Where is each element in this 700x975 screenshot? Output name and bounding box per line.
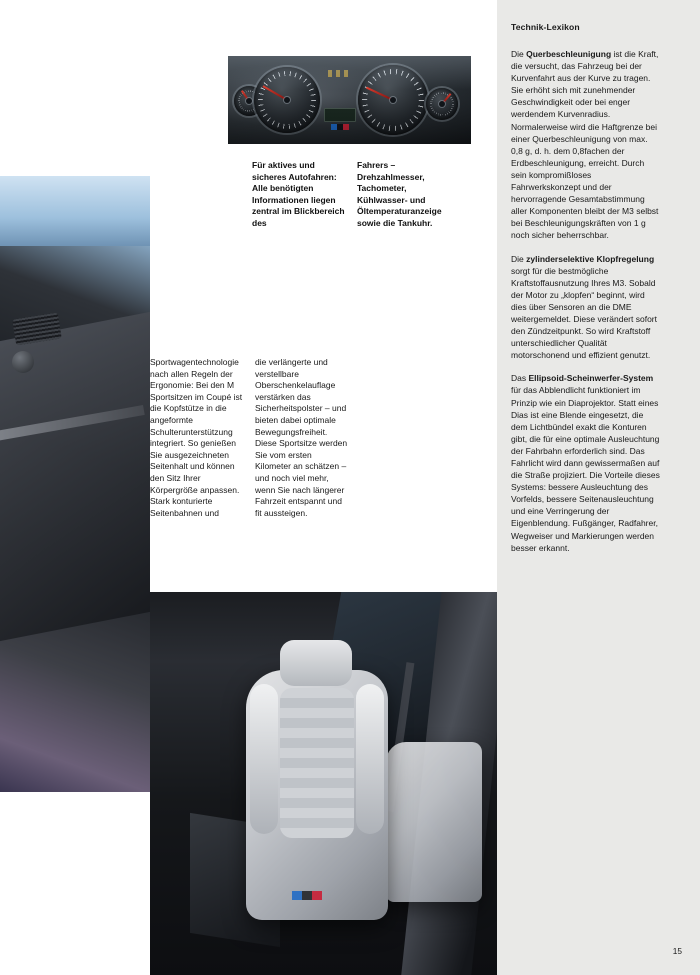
rear-seat	[386, 742, 482, 902]
front-sport-seat	[246, 670, 388, 920]
glass-reflection	[228, 56, 471, 144]
entry-body: sorgt für die bestmögliche Kraftstoffausnutzung Ihres M3. Sobald der Motor zu „klopfen“ beginnt, wird dies über Sensoren an die DME weitergemeldet. Diese verändert sofort den Zündzeitpunkt. So wird Kraftstoff unterschiedlicher Qualität motorschonend und effizient genutzt.	[511, 265, 657, 361]
m-badge-icon	[292, 891, 322, 900]
seat-center-panel	[280, 688, 354, 838]
seat-bolster-right	[356, 684, 384, 834]
headrest	[280, 640, 352, 686]
entry-lead: Die	[511, 49, 527, 59]
lexikon-entry-ellipsoid-scheinwerfer	[511, 372, 661, 553]
lexikon-entry-klopfregelung	[511, 253, 661, 362]
figure-caption-column-a: Für aktives und sicheres Autofahren: Alle benötigten Informationen liegen zentral im Blickbereich des	[252, 160, 345, 228]
body-text-column-2: die verlängerte und verstellbare Oberschenkelauflage verstärken das Sicherheitspolster – und bieten dabei optimale Bewegungsfreiheit. Diese Sportsitze werden Sie vom ersten Kilometer an schätzen – und noch viel mehr, wenn Sie nach längerer Fahrzeit entspannt und fit aussteigen.	[255, 357, 348, 518]
control-knob	[12, 351, 34, 373]
sport-seats-photo	[150, 592, 497, 975]
interior-dashboard-photo	[0, 176, 150, 792]
technik-lexikon-sidebar	[497, 0, 700, 975]
sidebar-content	[511, 22, 661, 565]
entry-lead: Die	[511, 253, 527, 264]
page-number: 15	[672, 946, 682, 956]
entry-lead: Das	[511, 373, 529, 384]
sidebar-title: Technik-Lexikon	[511, 22, 580, 32]
entry-body: für das Abblendlicht funktioniert im Prinzip wie ein Diaprojektor. Statt eines Dias ist eine Blende eingesetzt, die dem Lichtbündel exakt die Konturen gibt, die für eine optimale Ausleuchtung der Fahrbahn erforderlich sind. Das Fahrlicht wird dann gewissermaßen auf die Straße projiziert. Die Vorteile dieses Systems: bessere Ausleuchtung des Vorfelds, bessere Seitenausleuchtung und eine Verringerung der Eigenblendung. Fußgänger, Radfahrer, Wegweiser und Markierungen werden besser erkannt.	[511, 385, 660, 553]
body-text-column-1: Sportwagentechnologie nach allen Regeln der Ergonomie: Bei den M Sportsitzen im Coupé ist die Kopfstütze in die angeformte Schulterunterstützung integriert. So genießen Sie ausgezeichneten Seitenhalt und können den Sitz Ihrer Körpergröße anpassen. Stark konturierte Seitenbahnen und	[150, 357, 243, 518]
figure-caption-column-b: Fahrers – Drehzahlmesser, Tachometer, Kühlwasser- und Öltemperaturanzeige sowie die Tankuhr.	[357, 160, 442, 228]
entry-body: ist die Kraft, die versucht, das Fahrzeug bei der Kurvenfahrt aus der Kurve zu tragen. Sie erhöht sich mit zunehmender Geschwindigkeit oder bei enger werdendem Kurvenradius. Normalerweise wird die Haftgrenze bei einer Querbeschleunigung von max. 0,8 g, d. h. dem 0,8fachen der Erdbeschleunigung, erreicht. Durch sein kompromißloses Fahrwerkskonzept und der hervorragende Gesamtabstimmung aller Komponenten bleibt der M3 selbst bei Beschleunigungskräften von 1 g noch sicher beherrschbar.	[511, 49, 659, 241]
entry-term: zylinderselektive Klopfregelung	[526, 253, 655, 264]
instrument-cluster-photo	[228, 56, 471, 144]
window-sky	[0, 176, 150, 246]
seat-bolster-left	[250, 684, 278, 834]
entry-term: Ellipsoid-Scheinwerfer-System	[528, 373, 654, 384]
entry-term: Querbeschleunigung	[526, 49, 612, 59]
lexikon-entry-querbeschleunigung	[511, 48, 661, 242]
